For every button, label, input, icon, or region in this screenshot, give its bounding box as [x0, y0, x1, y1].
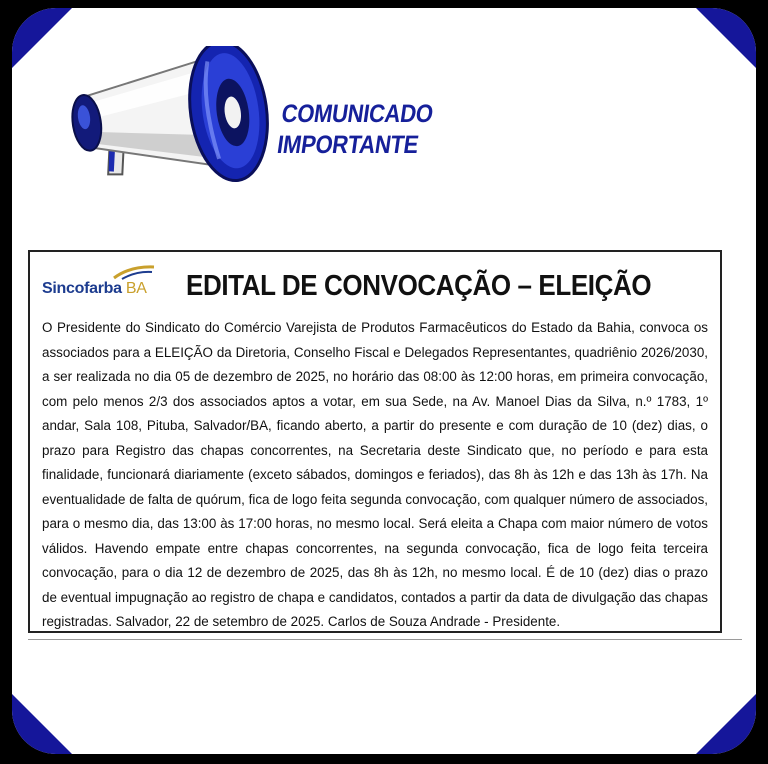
- notice-body: O Presidente do Sindicato do Comércio Varejista de Produtos Farmacêuticos do Estado da Bahia, convoca os associados para a ELEIÇÃO da Diretoria, Conselho Fiscal e Delegados Representantes, quadriênio 2026/2030, a ser realizada no dia 05 de dezembro de 2025, no horário das 08:00 às 12:00 horas, em primeira convocação, com pelo menos 2/3 dos associados aptos a votar, em sua Sede, na Av. Manoel Dias da Silva, n.º 1783, 1º andar, Sala 108, Pituba, Salvador/BA, ficando aberto, a partir do presente e com duração de 10 (dez) dias, o prazo para Registro das chapas concorrentes, na Secretaria deste Sindicato que, no período e para esta finalidade, funcionará diariamente (exceto sábados, domingos e feriados), das 8h às 12h e das 13h às 17h. Na eventualidade de falta de quórum, fica de logo feita segunda convocação, com qualquer número de associados, para o mesmo dia, das 13:00 às 17:00 horas, no mesmo local. Será eleita a Chapa com maior número de votos válidos. Havendo empate entre chapas concorrentes, na segunda convocação, fica de logo feita terceira convocação, para o dia 12 de dezembro de 2025, das 8h às 12h, no mesmo local. É de 10 (dez) dias o prazo de eventual impugnação ao registro de chapa e candidatos, contados a partir da data de divulgação das chapas registradas. Salvador, 22 de setembro de 2025. Carlos de Souza Andrade - Presidente.: [42, 320, 708, 629]
- logo-swoosh-icon: [112, 264, 156, 280]
- megaphone-icon: [58, 46, 273, 206]
- corner-decoration-top-right: [696, 8, 756, 68]
- logo-region: BA: [125, 280, 147, 297]
- notice-title: EDITAL DE CONVOCAÇÃO – ELEIÇÃO: [186, 268, 652, 302]
- headline-line-1: COMUNICADO: [279, 99, 435, 128]
- sincofarba-logo: [42, 262, 160, 302]
- corner-decoration-bottom-left: [12, 694, 72, 754]
- notice-box: [28, 250, 722, 633]
- headline: [275, 98, 435, 160]
- logo-wordmark: [42, 280, 147, 298]
- announcement-card: [12, 8, 756, 754]
- corner-decoration-bottom-right: [696, 694, 756, 754]
- logo-name: Sincofarba: [42, 280, 122, 297]
- headline-line-2: IMPORTANTE: [275, 130, 421, 159]
- divider: [28, 639, 742, 640]
